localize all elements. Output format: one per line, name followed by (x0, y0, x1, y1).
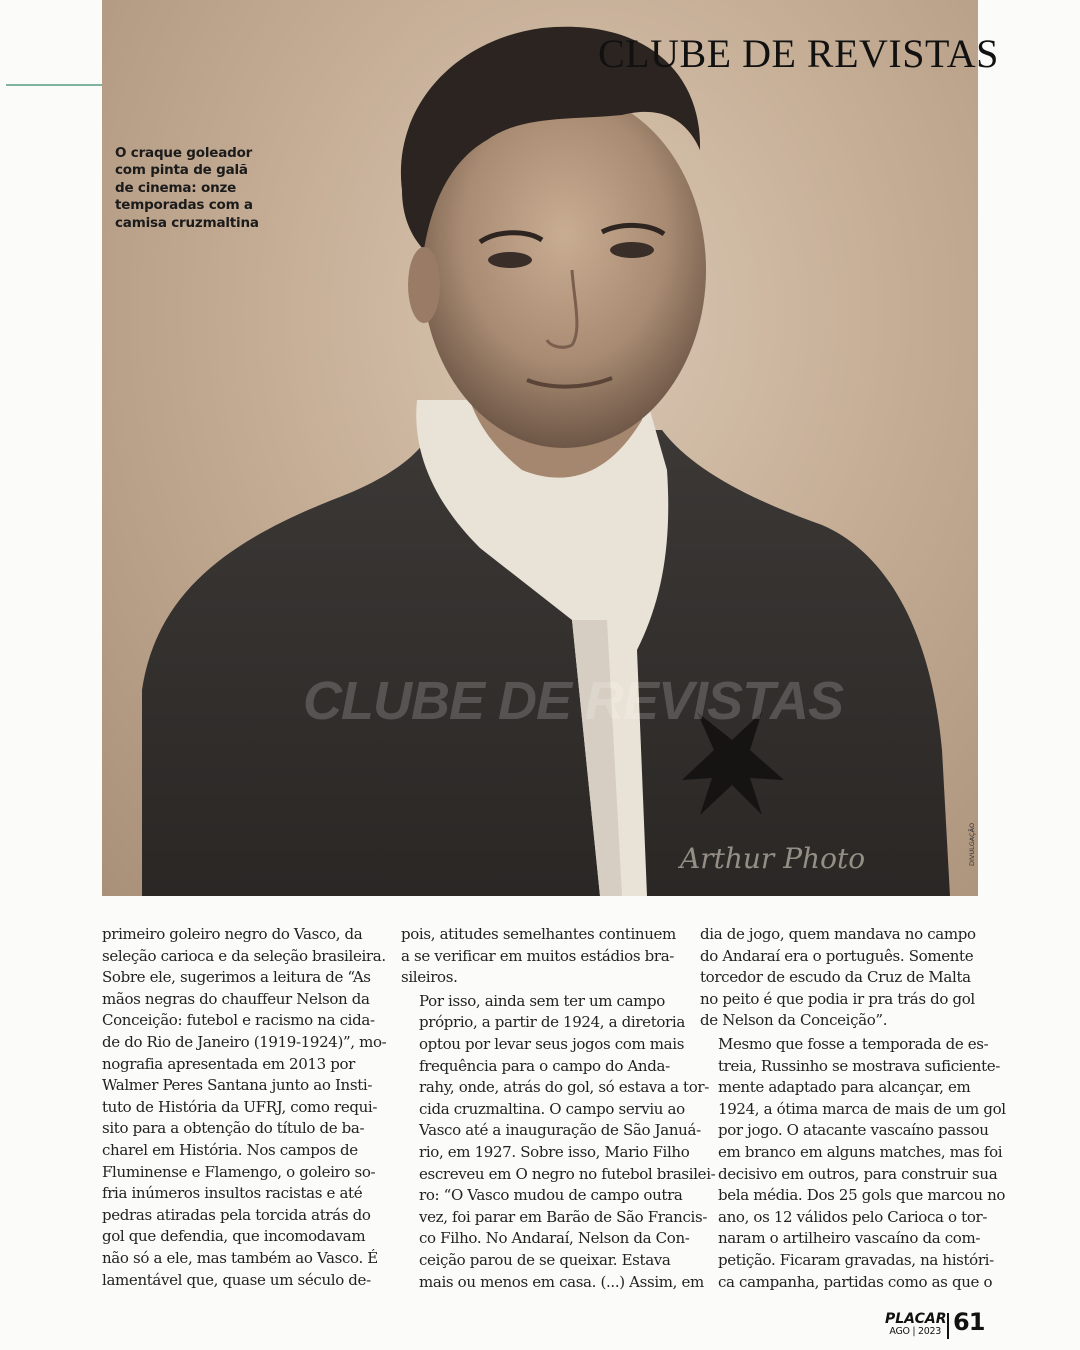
photo-credit: DIVULGAÇÃO (968, 822, 976, 866)
text-line: do Andaraí era o português. Somente (700, 946, 974, 965)
text-line: ro: “O Vasco mudou de campo outra (419, 1186, 683, 1205)
text-line: petição. Ficaram gravadas, na históri- (718, 1250, 994, 1269)
paragraph (700, 1034, 1006, 1293)
text-line: sileiros. (401, 968, 458, 987)
text-line: fria inúmeros insultos racistas e até (102, 1184, 363, 1203)
text-line: pedras atiradas pela torcida atrás do (102, 1205, 371, 1224)
text-line: ceição parou de se queixar. Estava (419, 1250, 671, 1269)
text-line: vez, foi parar em Barão de São Francis- (419, 1207, 708, 1226)
caption-line: com pinta de galã (115, 162, 248, 179)
masthead-watermark: CLUBE DE REVISTAS (598, 31, 999, 76)
text-line: rahy, onde, atrás do gol, só estava a tor- (419, 1078, 709, 1097)
text-line: Fluminense e Flamengo, o goleiro so- (102, 1162, 376, 1181)
issue-date: AGO | 2023 (889, 1326, 941, 1337)
footer-brand (885, 1311, 947, 1338)
text-line: Sobre ele, sugerimos a leitura de “As (102, 968, 371, 987)
caption-line: de cinema: onze (115, 179, 237, 196)
photo-caption (115, 145, 265, 232)
caption-line: camisa cruzmaltina (115, 214, 259, 231)
text-line: tuto de História da UFRJ, como requi- (102, 1097, 378, 1116)
text-column-3 (700, 924, 1006, 1293)
text-line: 1924, a ótima marca de mais de um gol (718, 1099, 1006, 1118)
text-line: Vasco até a inauguração de São Januá- (419, 1121, 701, 1140)
text-line: a se verificar em muitos estádios bra- (401, 946, 675, 965)
text-line: por jogo. O atacante vascaíno passou (718, 1121, 989, 1140)
text-line: lamentável que, quase um século de- (102, 1270, 371, 1289)
text-line: primeiro goleiro negro do Vasco, da (102, 925, 363, 943)
text-line: bela média. Dos 25 gols que marcou no (718, 1186, 1006, 1205)
text-line: optou por levar seus jogos com mais (419, 1034, 685, 1053)
text-line: dia de jogo, quem mandava no campo (700, 925, 976, 943)
portrait-illustration (102, 0, 978, 896)
text-line: em branco em alguns matches, mas foi (718, 1142, 1003, 1161)
text-line: co Filho. No Andaraí, Nelson da Con- (419, 1229, 690, 1248)
paragraph (401, 924, 681, 989)
text-line: nografia apresentada em 2013 por (102, 1054, 355, 1073)
paragraph (401, 991, 716, 1293)
text-line: ca campanha, partidas como as que o (718, 1272, 993, 1291)
text-line: charel em História. Nos campos de (102, 1140, 358, 1159)
text-column-2 (401, 924, 716, 1293)
text-line: gol que defendia, que incomodavam (102, 1227, 366, 1246)
text-line: Walmer Peres Santana junto ao Insti- (102, 1076, 373, 1095)
text-line: não só a ele, mas também ao Vasco. É (102, 1248, 378, 1267)
text-line: decisivo em outros, para construir sua (718, 1164, 998, 1183)
text-line: cida cruzmaltina. O campo serviu ao (419, 1099, 685, 1118)
text-line: próprio, a partir de 1924, a diretoria (419, 1013, 685, 1032)
text-column-1 (102, 924, 387, 1291)
top-rule (6, 84, 102, 86)
magazine-name: PLACAR (885, 1311, 947, 1327)
text-line: sito para a obtenção do título de ba- (102, 1119, 365, 1138)
text-line: Mesmo que fosse a temporada de es- (718, 1034, 989, 1053)
text-line: pois, atitudes semelhantes continuem (401, 925, 676, 943)
caption-line: temporadas com a (115, 197, 253, 214)
text-line: frequência para o campo do Anda- (419, 1056, 670, 1075)
text-line: escreveu em O negro no futebol brasilei- (419, 1164, 716, 1183)
center-watermark: CLUBE DE REVISTAS (303, 671, 844, 731)
text-line: rio, em 1927. Sobre isso, Mario Filho (419, 1142, 690, 1161)
text-line: ano, os 12 válidos pelo Carioca o tor- (718, 1207, 988, 1226)
text-line: naram o artilheiro vascaíno da com- (718, 1229, 981, 1248)
paragraph (700, 924, 980, 1032)
text-line: de do Rio de Janeiro (1919-1924)”, mo- (102, 1032, 387, 1051)
text-line: mais ou menos em casa. (...) Assim, em (419, 1272, 704, 1291)
text-line: no peito é que podia ir pra trás do gol (700, 989, 975, 1008)
text-line: seleção carioca e da seleção brasileira. (102, 946, 386, 965)
paragraph (102, 924, 387, 1291)
text-line: Por isso, ainda sem ter um campo (419, 991, 665, 1010)
portrait-photo (102, 0, 978, 896)
text-line: Conceição: futebol e racismo na cida- (102, 1011, 375, 1030)
text-line: mãos negras do chauffeur Nelson da (102, 989, 370, 1008)
text-line: mente adaptado para alcançar, em (718, 1078, 971, 1097)
text-line: treia, Russinho se mostrava suficiente- (718, 1056, 1001, 1075)
footer-divider (947, 1313, 949, 1339)
caption-line: O craque goleador (115, 145, 253, 161)
text-line: de Nelson da Conceição”. (700, 1011, 888, 1030)
photographer-signature: Arthur Photo (680, 842, 866, 875)
page-number: 61 (953, 1308, 985, 1336)
text-line: torcedor de escudo da Cruz de Malta (700, 968, 971, 987)
